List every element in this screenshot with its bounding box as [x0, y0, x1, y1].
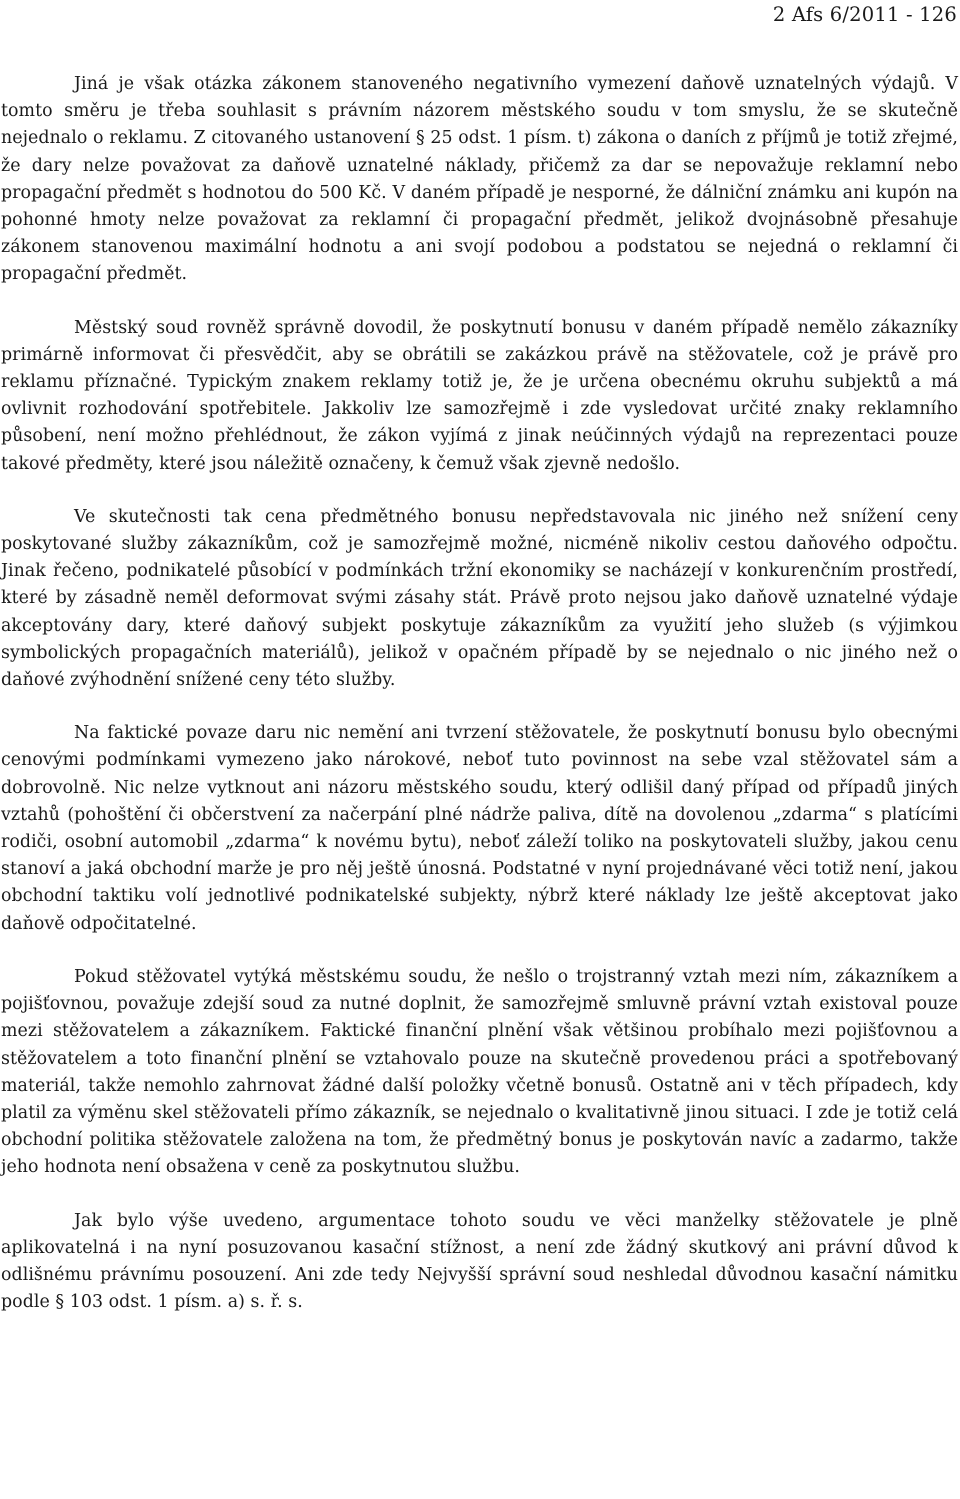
case-number-header: 2 Afs 6/2011 - 126	[772, 3, 957, 26]
paragraph-1: Jiná je však otázka zákonem stanoveného negativního vymezení daňově uznatelných výdajů. V tomto směru je třeba souhlasit s právním názorem městského soudu v tom smyslu, že se skutečně nejednalo o reklamu. Z citovaného ustanovení § 25 odst. 1 písm. t) zákona o daních z příjmů je totiž zřejmé, že dary nelze považovat za daňově uznatelné náklady, přičemž za dar se nepovažuje reklamní nebo propagační předmět s hodnotou do 500 Kč. V daném případě je nesporné, že dálniční známku ani kupón na pohonné hmoty nelze považovat za reklamní či propagační předmět, jelikož dvojnásobně přesahuje zákonem stanovenou maximální hodnotu a ani svojí podobou a podstatou se nejedná o reklamní či propagační předmět.	[1, 74, 958, 285]
document-body	[1, 71, 958, 1342]
paragraph-3: Ve skutečnosti tak cena předmětného bonusu nepředstavovala nic jiného než snížení ceny poskytované služby zákazníkům, což je samozřejmě možné, nicméně nikoliv cestou daňového odpočtu. Jinak řečeno, podnikatelé působící v podmínkách tržní ekonomiky se nacházejí v konkurenčním prostředí, které by zásadně neměl deformovat svými zásahy stát. Právě proto nejsou jako daňově uznatelné výdaje akceptovány dary, které daňový subjekt poskytuje zákazníkům za využití jeho služeb (s výjimkou symbolických propagačních materiálů), jelikož v opačném případě by se nejednalo o nic jiného než o daňové zvýhodnění snížené ceny této služby.	[1, 506, 958, 691]
paragraph-4: Na faktické povaze daru nic nemění ani tvrzení stěžovatele, že poskytnutí bonusu bylo obecnými cenovými podmínkami vymezeno jako nárokové, neboť tuto povinnost na sebe vzal stěžovatel sám a dobrovolně. Nic nelze vytknout ani názoru městského soudu, který odlišil daný případ od případů jiných vztahů (pohoštění či občerstvení za načerpání plné nádrže paliva, dítě na dovolenou „zdarma“ s platícími rodiči, osobní automobil „zdarma“ k novému bytu), neboť záleží toliko na poskytovateli služby, jakou cenu stanoví a jaká obchodní marže je pro něj ještě únosná. Podstatné v nyní projednávané věci totiž není, jakou obchodní taktiku volí jednotlivé podnikatelské subjekty, nýbrž které náklady lze ještě akceptovat jako daňově odpočitatelné.	[1, 723, 958, 934]
paragraph-2: Městský soud rovněž správně dovodil, že poskytnutí bonusu v daném případě nemělo zákazníky primárně informovat či přesvědčit, aby se obrátili se zakázkou právě na stěžovatele, což je právě pro reklamu příznačné. Typickým znakem reklamy totiž je, že je určena obecnému okruhu subjektů a má ovlivnit rozhodování spotřebitele. Jakkoliv lze samozřejmě i zde vysledovat určité znaky reklamního působení, není možno přehlédnout, že zákon vyjímá z jinak neúčinných výdajů na reprezentaci pouze takové předměty, které jsou náležitě označeny, k čemuž však zjevně nedošlo.	[1, 317, 958, 474]
paragraph-6: Jak bylo výše uvedeno, argumentace tohoto soudu ve věci manželky stěžovatele je plně aplikovatelná i na nyní posuzovanou kasační stížnost, a není zde žádný skutkový ani právní důvod k odlišnému právnímu posouzení. Ani zde tedy Nejvyšší správní soud neshledal důvodnou kasační námitku podle § 103 odst. 1 písm. a) s. ř. s.	[1, 1210, 958, 1313]
paragraph-5: Pokud stěžovatel vytýká městskému soudu, že nešlo o trojstranný vztah mezi ním, zákazníkem a pojišťovnou, považuje zdejší soud za nutné doplnit, že samozřejmě smluvně právní vztah existoval pouze mezi stěžovatelem a zákazníkem. Faktické finanční plnění však většinou probíhalo mezi pojišťovnou a stěžovatelem a toto finanční plnění se vztahovalo pouze na skutečně provedenou práci a spotřebovaný materiál, takže nemohlo zahrnovat žádné další položky včetně bonusů. Ostatně ani v těch případech, kdy platil za výměnu skel stěžovateli přímo zákazník, se nejednalo o kvalitativně jinou situaci. I zde je totiž celá obchodní politika stěžovatele založena na tom, že předmětný bonus je poskytován navíc a zadarmo, takže jeho hodnota není obsažena v ceně za poskytnutou službu.	[1, 966, 958, 1178]
